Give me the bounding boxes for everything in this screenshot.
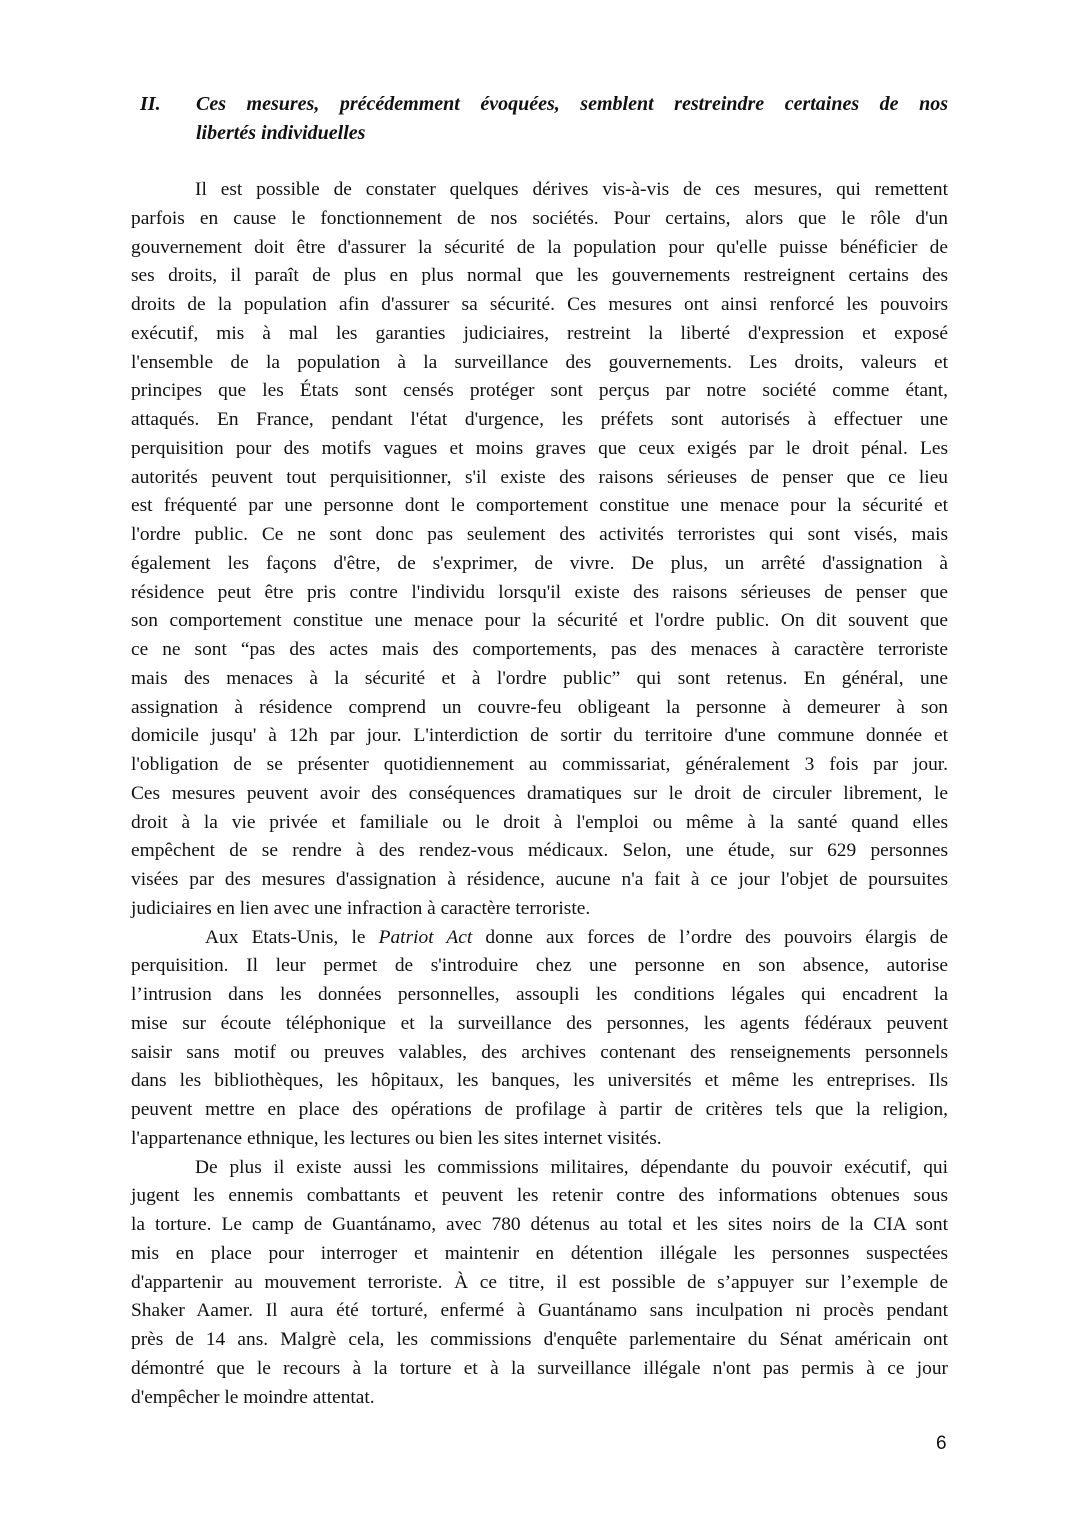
text-line: saisir sans motif ou preuves valables, des archives contenant des renseignements personnels: [131, 1041, 948, 1063]
text-line: dans les bibliothèques, les hôpitaux, les banques, les universités et même les entreprises. Ils: [131, 1070, 948, 1092]
text-line: d'appartenir au mouvement terroriste. À ce titre, il est possible de s’appuyer sur l’exemple de: [131, 1271, 948, 1293]
text-line: Il est possible de constater quelques dérives vis-à-vis de ces mesures, qui remettent: [195, 179, 948, 200]
text-line: d'empêcher le moindre attentat.: [131, 1386, 375, 1408]
section-title-line: Ces mesures, précédemment évoquées, semblent restreindre certaines de nos: [196, 93, 948, 115]
text-line: domicile jusqu' à 12h par jour. L'interdiction de sortir du territoire d'une commune donnée et: [131, 725, 948, 747]
text-line: empêchent de se rendre à des rendez-vous médicaux. Selon, une étude, sur 629 personnes: [131, 840, 948, 862]
text-line: mais des menaces à la sécurité et à l'ordre public” qui sont retenus. En général, une: [131, 667, 948, 689]
text-segment: Aux Etats-Unis, le: [205, 926, 379, 948]
text-line: perquisition. Il leur permet de s'introduire chez une personne en son absence, autorise: [131, 955, 948, 977]
text-line: Ces mesures peuvent avoir des conséquences dramatiques sur le droit de circuler librement, le: [131, 782, 948, 804]
text-line: droits de la population afin d'assurer sa sécurité. Ces mesures ont ainsi renforcé les pouvoirs: [131, 294, 948, 315]
paragraph: [131, 1154, 948, 1413]
page-number: 6: [936, 1433, 947, 1454]
text-line: peuvent mettre en place des opérations de profilage à partir de critères tels que la religion,: [131, 1099, 948, 1120]
text-line: l'ordre public. Ce ne sont donc pas seulement des activités terroristes qui sont visés, mais: [131, 524, 948, 545]
text-line: visées par des mesures d'assignation à résidence, aucune n'a fait à ce jour l'objet de poursuites: [131, 869, 948, 890]
text-line: principes que les États sont censés protéger sont perçus par notre société comme étant,: [131, 380, 948, 402]
text-line: l’intrusion dans les données personnelles, assoupli les conditions légales qui encadrent la: [131, 984, 948, 1005]
text-segment: donne aux forces de l’ordre des pouvoirs élargis de: [472, 926, 949, 948]
text-line: mis en place pour interroger et maintenir en détention illégale les personnes suspectées: [131, 1242, 948, 1264]
text-line: autorités peuvent tout perquisitionner, s'il existe des raisons sérieuses de penser que ce lieu: [131, 466, 948, 488]
text-line: son comportement constitue une menace pour la sécurité et l'ordre public. On dit souvent que: [131, 610, 948, 632]
text-line: droit à la vie privée et familiale ou le droit à l'emploi ou même à la santé quand elles: [131, 811, 948, 833]
text-line: judiciaires en lien avec une infraction à caractère terroriste.: [131, 897, 591, 919]
italic-title: Patriot Act: [378, 926, 473, 948]
section-title-line: libertés individuelles: [196, 122, 366, 144]
text-line: la torture. Le camp de Guantánamo, avec 780 détenus au total et les sites noirs de la CIA sont: [131, 1214, 948, 1235]
text-line: attaqués. En France, pendant l'état d'urgence, les préfets sont autorisés à effectuer une: [131, 409, 948, 430]
paragraph: [131, 924, 948, 1154]
text-line: l'appartenance ethnique, les lectures ou bien les sites internet visités.: [131, 1127, 662, 1149]
text-line: exécutif, mis à mal les garanties judiciaires, restreint la liberté d'expression et exposé: [131, 322, 948, 344]
text-line: De plus il existe aussi les commissions militaires, dépendante du pouvoir exécutif, qui: [195, 1156, 948, 1178]
text-line: près de 14 ans. Malgrè cela, les commissions d'enquête parlementaire du Sénat américain ont: [131, 1329, 948, 1350]
text-line: est fréquenté par une personne dont le comportement constitue une menace pour la sécurité et: [131, 495, 948, 517]
text-line: démontré que le recours à la torture et à la surveillance illégale n'ont pas permis à ce jour: [131, 1357, 948, 1379]
section-number: II.: [140, 93, 161, 115]
text-line: gouvernement doit être d'assurer la sécurité de la population pour qu'elle puisse bénéficier de: [131, 236, 948, 258]
text-line: Shaker Aamer. Il aura été torturé, enfermé à Guantánamo sans inculpation ni procès pendant: [131, 1300, 948, 1322]
text-line: également les façons d'être, de s'exprimer, de vivre. De plus, un arrêté d'assignation à: [131, 552, 948, 574]
section-title: [196, 90, 948, 148]
text-line: ce ne sont “pas des actes mais des comportements, pas des menaces à caractère terroriste: [131, 639, 948, 660]
text-line: résidence peut être pris contre l'individu lorsqu'il existe des raisons sérieuses de penser que: [131, 581, 948, 603]
text-line: ses droits, il paraît de plus en plus normal que les gouvernements restreignent certains des: [131, 265, 948, 287]
text-line: l'obligation de se présenter quotidiennement au commissariat, généralement 3 fois par jour.: [131, 754, 948, 775]
text-line: mise sur écoute téléphonique et la surveillance des personnes, les agents fédéraux peuvent: [131, 1012, 948, 1034]
text-line: [131, 924, 948, 953]
text-line: l'ensemble de la population à la surveillance des gouvernements. Les droits, valeurs et: [131, 351, 948, 373]
paragraph: [131, 176, 948, 924]
text-line: jugent les ennemis combattants et peuvent les retenir contre des informations obtenues sous: [131, 1185, 948, 1207]
text-line: assignation à résidence comprend un couvre-feu obligeant la personne à demeurer à son: [131, 696, 948, 718]
text-line: perquisition pour des motifs vagues et moins graves que ceux exigés par le droit pénal. Les: [131, 437, 948, 459]
document-body: [131, 176, 948, 1412]
text-line: parfois en cause le fonctionnement de nos sociétés. Pour certains, alors que le rôle d'un: [131, 207, 948, 229]
